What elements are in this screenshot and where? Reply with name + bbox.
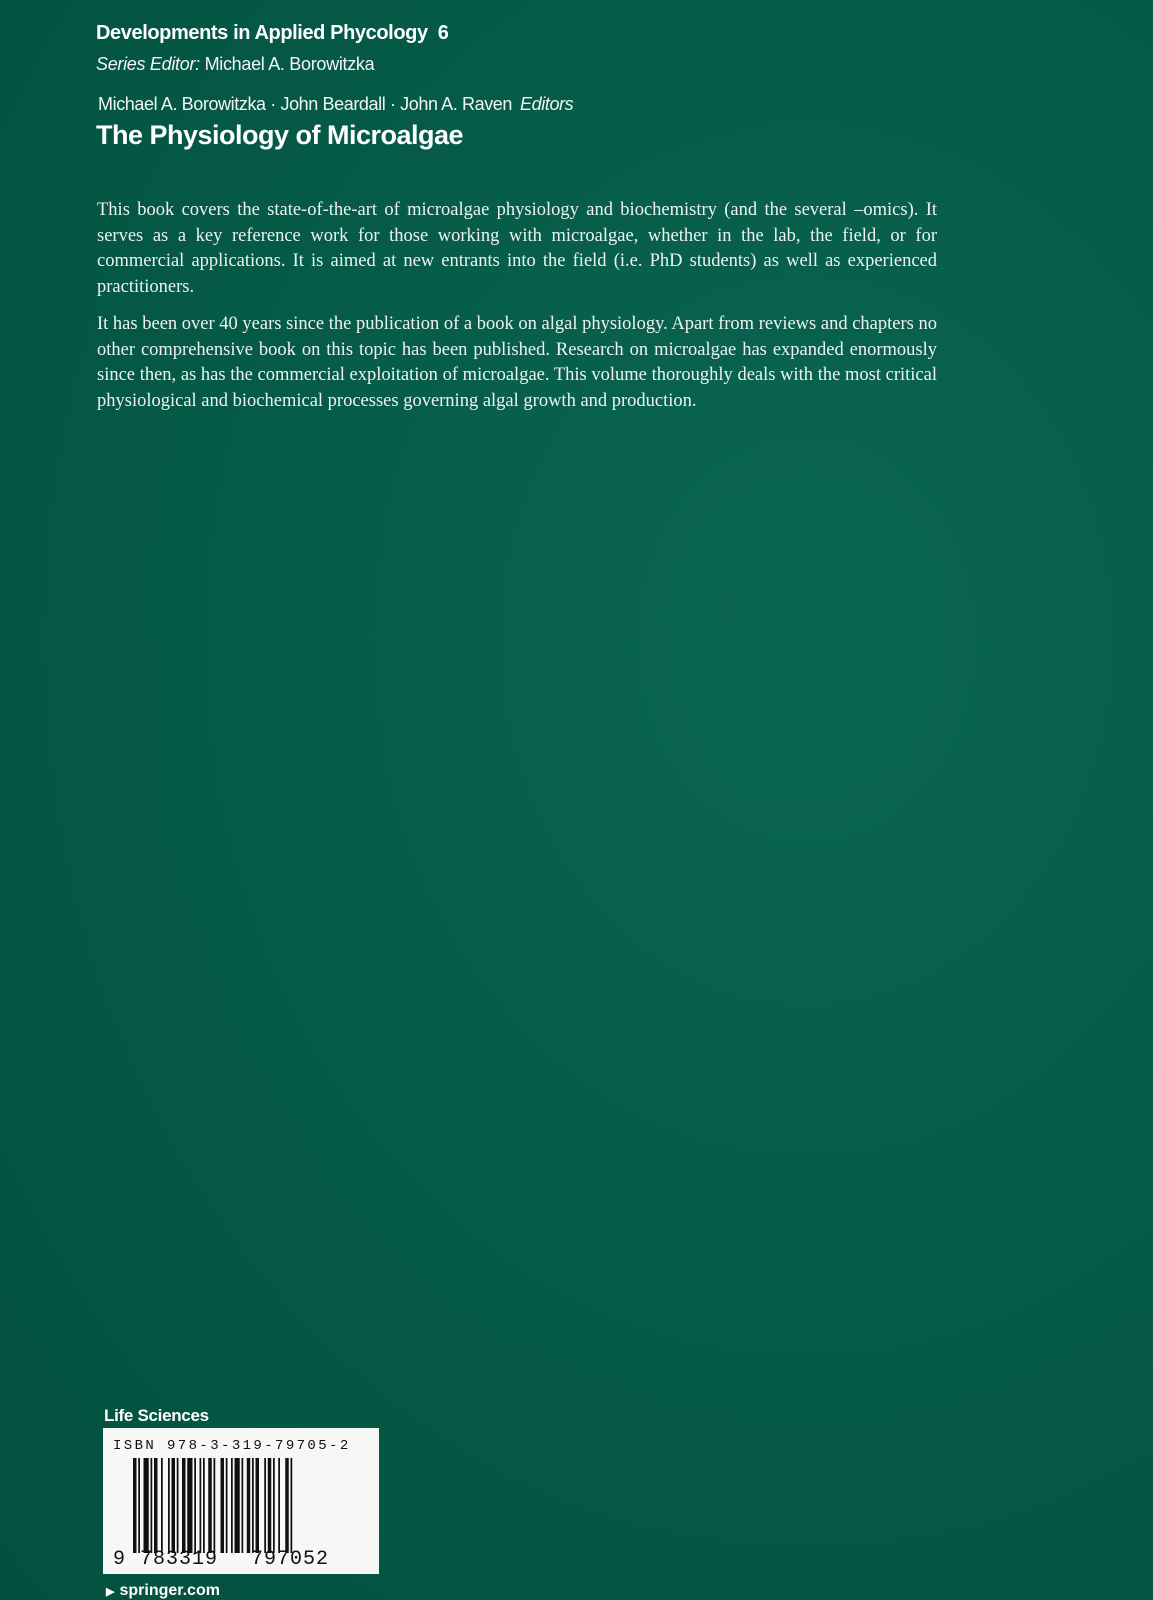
description-paragraph-1: This book covers the state-of-the-art of microalgae physiology and biochemistry (and the several –omics). It serves as a key reference work for those working with microalgae, whether in the lab, the field, or for commercial applications. It is aimed at new entrants into the field (i.e. PhD students) as well as experienced practitioners. xyxy=(97,200,937,297)
subject-category: Life Sciences xyxy=(104,1406,209,1425)
barcode-bar xyxy=(187,1458,192,1553)
barcode-bar xyxy=(221,1458,225,1553)
barcode-bar xyxy=(138,1458,140,1553)
series-editor-label: Series Editor: xyxy=(96,54,200,74)
barcode-bar xyxy=(154,1458,158,1553)
barcode-bar xyxy=(194,1458,196,1553)
publisher-link[interactable] xyxy=(106,1582,220,1600)
ean-first-digit: 9 xyxy=(113,1548,126,1571)
book-description xyxy=(97,198,937,426)
barcode-bar xyxy=(133,1458,137,1553)
barcode-bar xyxy=(214,1458,216,1553)
description-paragraph-2: It has been over 40 years since the publication of a book on algal physiology. Apart from reviews and chapters no other comprehensive book on this topic has been published. Research on microalgae has expanded enormously since then, as has the commercial exploitation of microalgae. This volume thoroughly deals with the most critical physiological and biochemical processes governing algal growth and production. xyxy=(97,314,937,411)
barcode-bar xyxy=(242,1458,244,1553)
barcode-bar xyxy=(182,1458,186,1553)
ean-right-digits: 797052 xyxy=(251,1548,330,1571)
barcode-bar xyxy=(161,1458,163,1553)
barcode-bar xyxy=(177,1458,179,1553)
barcode-bar xyxy=(256,1458,260,1553)
series-editor-name: Michael A. Borowitzka xyxy=(204,54,375,74)
book-editors-role: Editors xyxy=(520,94,574,114)
series-editor xyxy=(96,54,374,75)
barcode-bar xyxy=(235,1458,240,1553)
book-editors xyxy=(98,94,573,115)
barcode-bar xyxy=(208,1458,212,1553)
barcode-bar xyxy=(168,1458,170,1553)
arrow-right-icon: ▶ xyxy=(106,1586,115,1598)
series-volume-number: 6 xyxy=(437,22,449,44)
publisher-link-text: springer.com xyxy=(119,1582,220,1599)
barcode-bar xyxy=(200,1458,202,1553)
barcode-bar xyxy=(285,1458,289,1553)
series-title-text: Developments in Applied Phycology xyxy=(96,22,428,44)
barcode-bar xyxy=(172,1458,176,1553)
barcode-bar xyxy=(203,1458,205,1553)
barcode-bar xyxy=(278,1458,280,1553)
barcode-bar xyxy=(264,1458,266,1553)
isbn-label: ISBN 978-3-319-79705-2 xyxy=(113,1438,351,1454)
isbn-barcode xyxy=(103,1428,379,1574)
barcode-bar xyxy=(144,1458,149,1553)
series-title xyxy=(96,22,448,45)
barcode-bar xyxy=(151,1458,153,1553)
barcode-bar xyxy=(268,1458,272,1553)
barcode-bar xyxy=(247,1458,251,1553)
barcode-bar xyxy=(252,1458,254,1553)
barcode-bar xyxy=(231,1458,233,1553)
barcode-bar xyxy=(291,1458,293,1553)
barcode-bar xyxy=(273,1458,275,1553)
barcode-bars xyxy=(133,1458,345,1553)
book-title: The Physiology of Microalgae xyxy=(96,120,464,150)
barcode-bar xyxy=(226,1458,228,1553)
book-editors-names: Michael A. Borowitzka · John Beardall · John A. Raven xyxy=(98,94,513,114)
ean-left-digits: 783319 xyxy=(140,1548,219,1571)
